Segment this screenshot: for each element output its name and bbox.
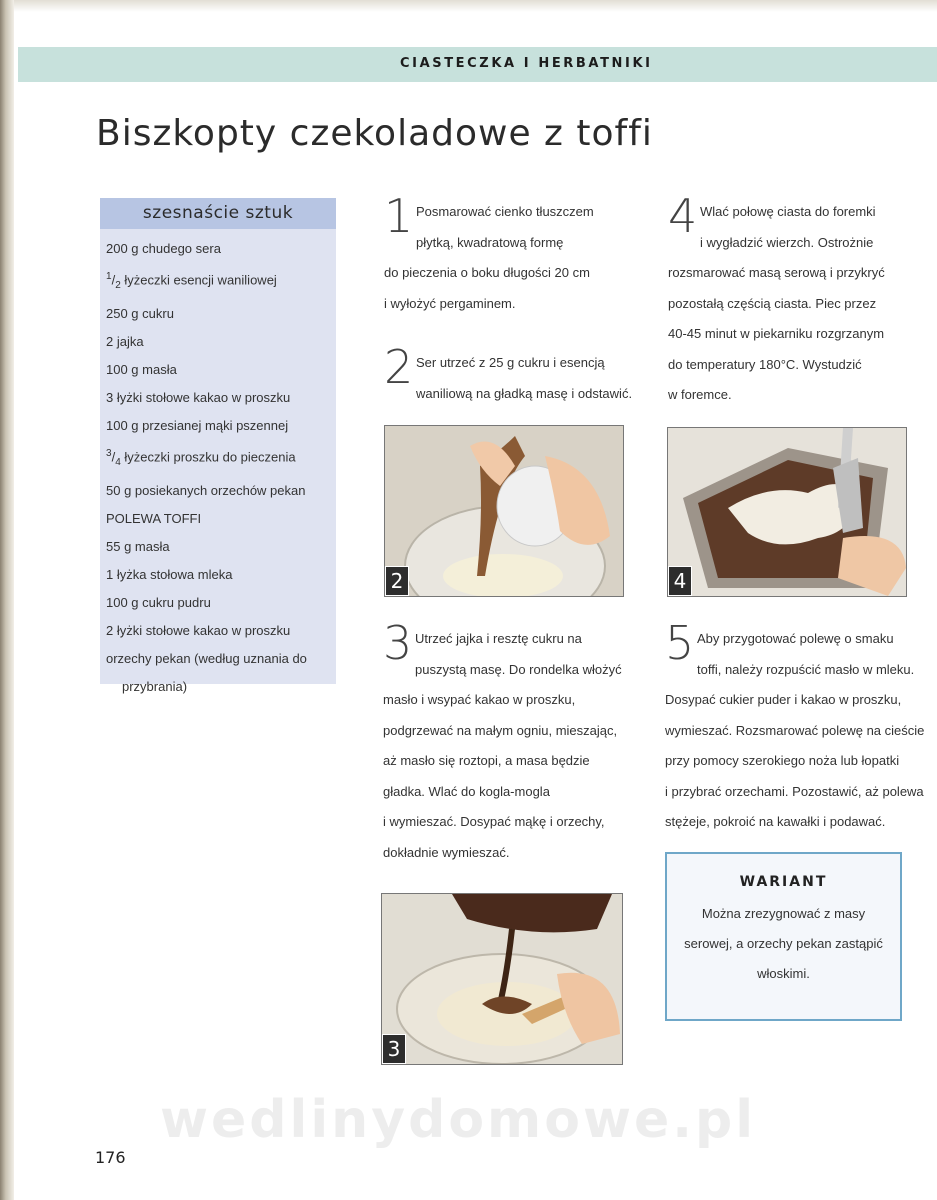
step-number: 5 [665,616,695,670]
step-line: przy pomocy szerokiego noża lub łopatki [665,753,900,768]
ingredient-item: 100 g przesianej mąki pszennej [106,417,289,433]
step-line: do temperatury 180°C. Wystudzić [668,356,862,372]
step-line: Posmarować cienko tłuszczem [416,204,594,219]
step-line: toffi, należy rozpuścić masło w mleku. [697,661,915,677]
step-5 [665,616,927,838]
variant-title: WARIANT [739,874,828,890]
variant-line: włoskimi. [757,966,810,981]
photo-baking-tin [668,428,906,596]
step-1 [384,189,644,319]
photo-mixing-bowl [385,426,623,596]
photo-label: 4 [668,566,692,596]
step-line: Utrzeć jajka i resztę cukru na [415,631,582,646]
step-line: Wlać połowę ciasta do foremki [700,204,876,219]
step-line: dokładnie wymieszać. [383,844,510,860]
ingredients-heading: szesnaście sztuk [100,198,336,229]
step-line: i przybrać orzechami. Pozostawić, aż polewa [665,783,924,799]
step-line: i wyłożyć pergaminem. [384,295,516,311]
ingredient-item: 100 g cukru pudru [106,594,211,610]
watermark: wedlinydomowe.pl [160,1090,757,1150]
ingredient-item: 1 łyżka stołowa mleka [106,566,233,582]
step-line: stężeje, pokroić na kawałki i podawać. [665,814,886,829]
ingredient-item: orzechy pekan (według uznania do [106,650,307,666]
step-4 [668,189,918,411]
ingredients-box [100,198,336,694]
step-line: w foremce. [668,387,732,402]
step-line: do pieczenia o boku długości 20 cm [384,265,590,280]
step-2 [384,340,644,409]
ingredient-item: 50 g posiekanych orzechów pekan [106,482,306,498]
step-line: waniliową na gładką masę i odstawić. [416,385,633,401]
step-line: 40-45 minut w piekarniku rozgrzanym [668,326,885,341]
step-line: płytką, kwadratową formę [416,234,564,250]
step-line: podgrzewać na małym ogniu, mieszając, [383,722,618,738]
step-line: masło i wsypać kakao w proszku, [383,692,576,707]
step-line: pozostałą częścią ciasta. Piec przez [668,295,877,311]
ingredient-subheading: POLEWA TOFFI [106,510,202,526]
variant-box [665,852,902,1021]
step-number: 4 [668,189,698,243]
step-line: Aby przygotować polewę o smaku [697,631,894,646]
photo-step-3 [381,893,623,1065]
photo-folding-chocolate [382,894,622,1064]
ingredient-item: $^3/_4$ łyżeczki proszku do pieczenia [106,447,296,468]
step-line: Dosypać cukier puder i kakao w proszku, [665,692,902,707]
page-number: 176 [95,1148,126,1167]
photo-step-2 [384,425,624,597]
step-line: gładka. Wlać do kogla-mogla [383,783,550,799]
step-line: puszystą masę. Do rondelka włożyć [415,661,622,677]
ingredient-item: 200 g chudego sera [106,241,221,256]
ingredient-item: $^1/_2$ łyżeczki esencji waniliowej [106,271,277,291]
photo-step-4 [667,427,907,597]
ingredient-item: 55 g masła [106,538,170,554]
variant-line: serowej, a orzechy pekan zastąpić [684,936,883,951]
section-header-band [18,47,937,82]
page-edge [14,0,937,12]
ingredient-item: 3 łyżki stołowe kakao w proszku [106,389,291,405]
ingredients-list [100,229,336,701]
ingredient-item: 100 g masła [106,361,177,377]
step-line: i wygładzić wierzch. Ostrożnie [700,234,874,250]
step-line: aż masło się roztopi, a masa będzie [383,753,590,768]
ingredient-item: 2 łyżki stołowe kakao w proszku [106,622,291,638]
step-number: 2 [384,340,414,394]
ingredient-item: 250 g cukru [106,305,174,321]
step-line: Ser utrzeć z 25 g cukru i esencją [416,355,605,370]
step-number: 3 [383,616,413,670]
book-binding [0,0,14,1200]
recipe-title: Biszkopty czekoladowe z toffi [96,113,653,154]
variant-line: Można zrezygnować z masy [701,906,866,921]
step-number: 1 [384,189,414,243]
section-title: CIASTECZKA I HERBATNIKI [400,56,653,71]
photo-label: 2 [385,566,409,596]
ingredient-item: przybrania) [122,678,188,694]
step-line: rozsmarować masą serową i przykryć [668,265,885,280]
step-line: wymieszać. Rozsmarować polewę na cieście [665,722,925,738]
ingredient-item: 2 jajka [106,333,144,349]
step-line: i wymieszać. Dosypać mąkę i orzechy, [383,814,605,829]
step-3 [383,616,653,868]
photo-label: 3 [382,1034,406,1064]
